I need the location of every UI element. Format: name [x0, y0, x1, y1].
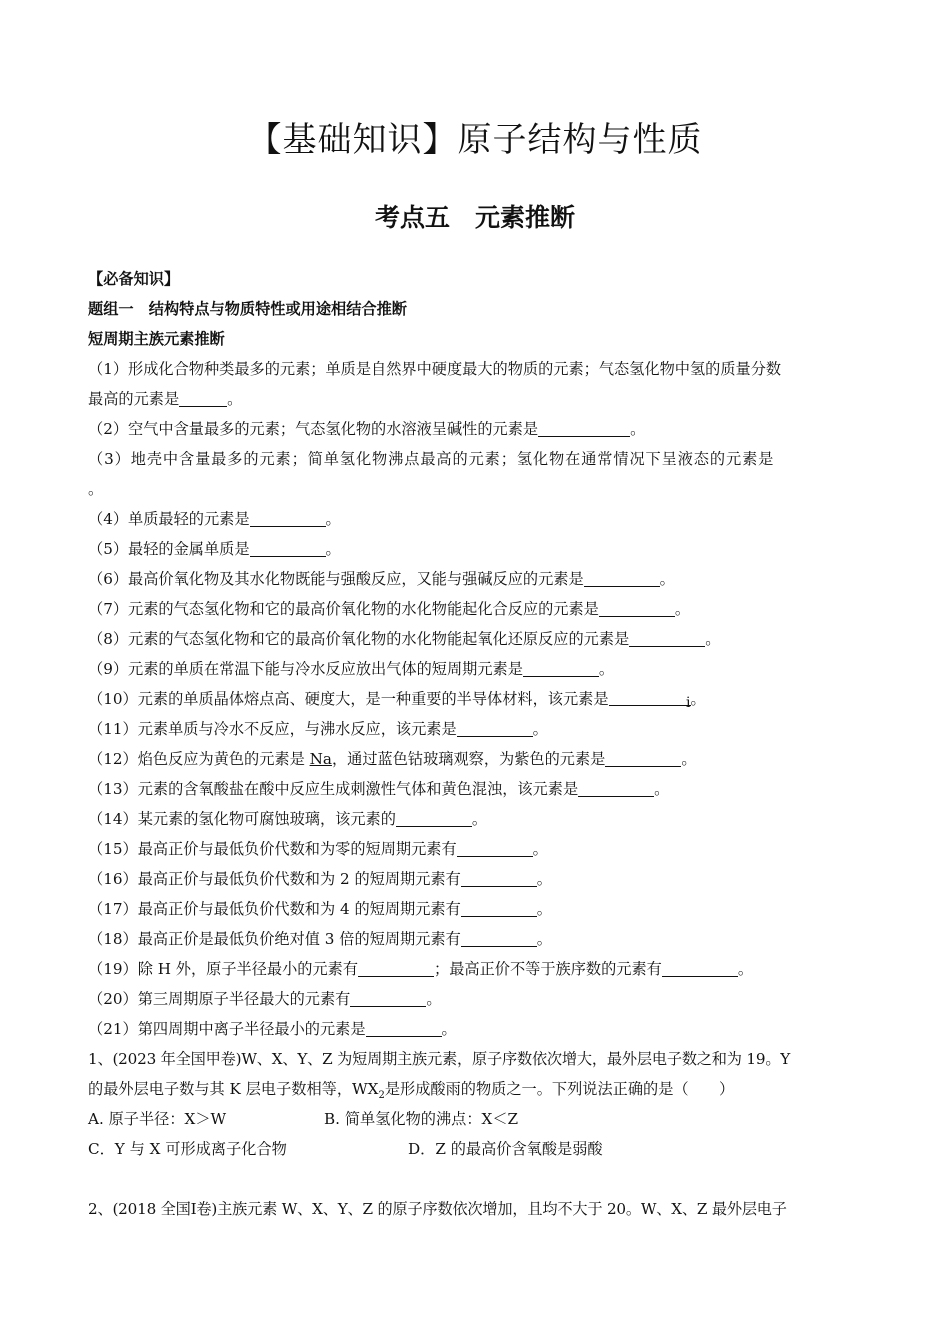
answer-blank[interactable]	[250, 538, 326, 557]
page-subtitle: 考点五 元素推断	[374, 203, 575, 232]
answer-blank[interactable]	[366, 1018, 442, 1037]
answer-blank[interactable]	[350, 988, 426, 1007]
item-2: （2）空气中含量最多的元素；气态氢化物的水溶液呈碱性的元素是 。	[88, 420, 646, 438]
item-9: （9）元素的单质在常温下能与冷水反应放出气体的短周期元素是 。	[88, 660, 615, 678]
answer-blank[interactable]	[538, 418, 630, 437]
item-7: （7）元素的气态氢化物和它的最高价氧化物的水化物能起化合反应的元素是 。	[88, 600, 691, 618]
answer-blank[interactable]	[662, 958, 738, 977]
answer-blank[interactable]	[461, 868, 537, 887]
item-1-line-1: （1）形成化合物种类最多的元素；单质是自然界中硬度最大的物质的元素；气态氢化物中氢的质量分数	[88, 360, 782, 378]
question-1-line-1: 1、(2023 年全国甲卷)W、X、Y、Z 为短周期主族元素，原子序数依次增大，最外层电子数之和为 19。Y	[88, 1050, 791, 1068]
answer-blank[interactable]	[461, 928, 537, 947]
page-title: 【基础知识】原子结构与性质	[247, 120, 703, 160]
item-10: （10）元素的单质晶体熔点高、硬度大，是一种重要的半导体材料，该元素是 i。	[88, 684, 868, 714]
item-5: （5）最轻的金属单质是 。	[88, 540, 341, 558]
answer-blank[interactable]	[461, 898, 537, 917]
item-21: （21）第四周期中离子半径最小的元素是 。	[88, 1020, 457, 1038]
item-3-line-2: 。	[88, 480, 104, 498]
answer-blank[interactable]	[599, 598, 675, 617]
item-3-line-1: （3）地壳中含量最多的元素；简单氢化物沸点最高的元素；氢化物在通常情况下呈液态的元素是	[88, 450, 775, 468]
sub-heading: 短周期主族元素推断	[88, 330, 225, 348]
item-1-line-2: 最高的元素是 。	[88, 390, 243, 408]
item-14: （14）某元素的氢化物可腐蚀玻璃，该元素的 。	[88, 810, 488, 828]
answer-blank[interactable]	[609, 687, 691, 711]
item-18: （18）最高正价是最低负价绝对值 3 倍的短周期元素有 。	[88, 930, 552, 948]
answer-blank[interactable]	[578, 778, 654, 797]
item-20: （20）第三周期原子半径最大的元素有 。	[88, 990, 442, 1008]
answer-blank[interactable]	[250, 508, 326, 527]
item-15: （15）最高正价与最低负价代数和为零的短周期元素有 。	[88, 840, 548, 858]
item-4: （4）单质最轻的元素是 。	[88, 510, 341, 528]
item-16: （16）最高正价与最低负价代数和为 2 的短周期元素有 。	[88, 870, 552, 888]
answer-blank[interactable]	[457, 718, 533, 737]
item-12: （12）焰色反应为黄色的元素是 Na，通过蓝色钴玻璃观察，为紫色的元素是 。	[88, 750, 697, 768]
section-label: 【必备知识】	[88, 270, 180, 288]
item-13: （13）元素的含氧酸盐在酸中反应生成刺激性气体和黄色混浊，该元素是 。	[88, 780, 670, 798]
spacer	[88, 1164, 868, 1194]
question-1-options-row-2	[88, 1134, 868, 1164]
item-8: （8）元素的气态氢化物和它的最高价氧化物的水化物能起氧化还原反应的元素是 。	[88, 630, 721, 648]
answer-blank[interactable]	[629, 628, 705, 647]
question-2-line-1: 2、(2018 全国Ⅰ卷)主族元素 W、X、Y、Z 的原子序数依次增加，且均不大于 20。W、X、Z 最外层电子	[88, 1200, 787, 1218]
answer-blank[interactable]	[457, 838, 533, 857]
answer-blank[interactable]	[179, 388, 227, 407]
item-17: （17）最高正价与最低负价代数和为 4 的短周期元素有 。	[88, 900, 552, 918]
item-19: （19）除 H 外，原子半径最小的元素有 ；最高正价不等于族序数的元素有 。	[88, 960, 754, 978]
answer-fill: i	[686, 695, 691, 711]
answer-blank[interactable]	[605, 748, 681, 767]
answer-blank[interactable]	[523, 658, 599, 677]
option-a[interactable]: A. 原子半径：X＞W	[88, 1110, 227, 1128]
question-1-options-row-1	[88, 1104, 868, 1134]
document-body	[88, 264, 868, 1224]
question-1-line-2: 的最外层电子数与其 K 层电子数相等，$WX_2$是形成酸雨的物质之一。下列说法正确的是（ ）	[88, 1080, 735, 1102]
item-11: （11）元素单质与冷水不反应，与沸水反应，该元素是 。	[88, 720, 548, 738]
option-b[interactable]: B. 简单氢化物的沸点：X＜Z	[324, 1110, 519, 1128]
item-6: （6）最高价氧化物及其水化物既能与强酸反应，又能与强碱反应的元素是 。	[88, 570, 675, 588]
answer-blank[interactable]	[396, 808, 472, 827]
option-d[interactable]: D．Z 的最高价含氧酸是弱酸	[408, 1140, 603, 1158]
sodium-answer: Na	[309, 750, 332, 768]
answer-blank[interactable]	[358, 958, 434, 977]
option-c[interactable]: C．Y 与 X 可形成离子化合物	[88, 1140, 287, 1158]
answer-blank[interactable]	[584, 568, 660, 587]
group-title: 题组一 结构特点与物质特性或用途相结合推断	[88, 300, 407, 318]
